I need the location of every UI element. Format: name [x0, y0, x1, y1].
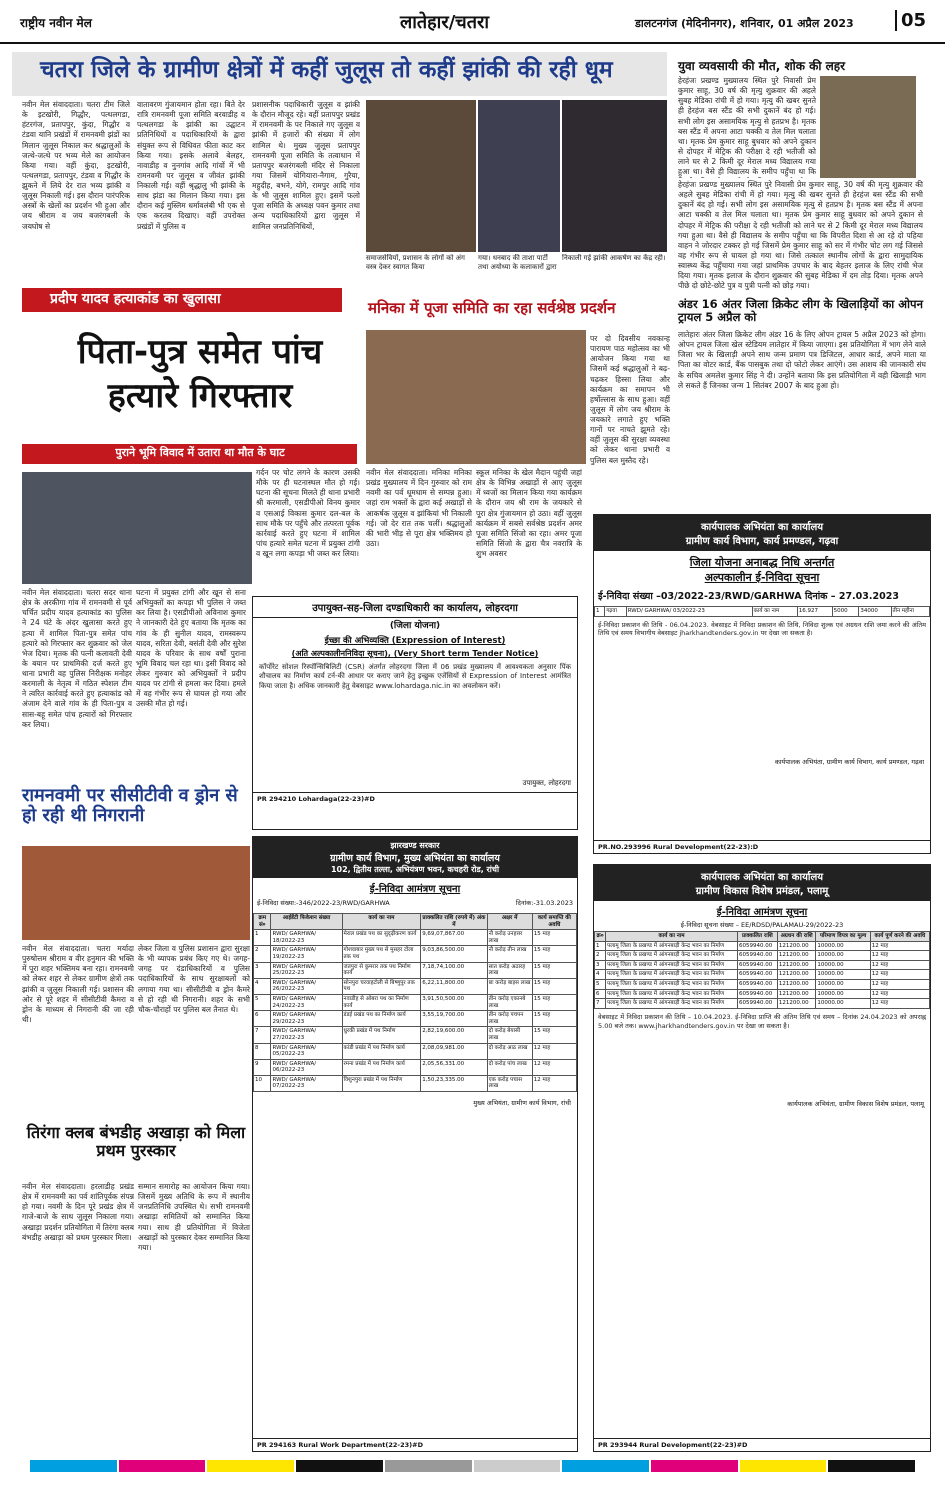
table-cell: 121200.00 [777, 999, 816, 1009]
youth-headline: युवा व्यवसायी की मौत, शोक की लहर [678, 59, 846, 73]
registration-swatch [651, 1460, 738, 1472]
table-cell: 1,50,23,335.00 [421, 1075, 487, 1091]
table-cell: 15 माह [532, 930, 576, 946]
table-cell: 10 [254, 1075, 271, 1091]
table-cell: 16.927 [797, 607, 832, 617]
table-cell: 15 माह [532, 978, 576, 994]
table-cell: सात करोड़ अठारह लाख [487, 962, 532, 978]
photo-caption-2: गया। धनबाद की ताशा पार्टी तथा अयोध्या के कलाकारों द्वारा [478, 254, 557, 272]
table-cell: 6059940.00 [737, 979, 777, 989]
table-row [254, 1059, 577, 1075]
table-cell: 12 माह [532, 1059, 576, 1075]
garhwa-title-1: कार्यपालक अभियंता का कार्यालय [700, 522, 824, 533]
table-cell: 121200.00 [777, 989, 816, 999]
table-row [254, 994, 577, 1010]
table-row [595, 989, 930, 999]
manika-col2: स्कूल मनिका के खेल मैदान पहुंची जहां क्षेत्र के विभिन्न अखाड़ों से आए जुलूस में ध्वजों का मिलान किया गया कार्यक्रम के दौरान जय श्री राम के जयकारे से पूरा क्षेत्र गुंजायमान हो उठा। वहीं जुलूस कार्यक्रम में सबसे सर्वश्रेष्ठ प्रदर्शन अमर पूजा समिति सिंजो का रहा। अमर पूजा समिति सिंजो के द्वारा चैत्र नवरात्रि के शुभ अवसर [476, 468, 582, 558]
table-cell: दो करोड़ बेयासी लाख [487, 1027, 532, 1043]
table-header-cell: अक्षर में [487, 914, 532, 930]
garhwa-sub-2: अल्पकालीन ई-निविदा सूचना [704, 571, 820, 584]
registration-swatch [119, 1460, 206, 1472]
club-col1: नवीन मेल संवाददाता। हरलाडीह प्रखंड क्षेत्र में रामनवमी का पर्व शांतिपूर्वक संपन्न हो गया। नवमी के दिन पूरे प्रखंड क्षेत्र में गाजे-बाजे के साथ जुलूस निकाला गया। अखाड़ा प्रदर्शन प्रतियोगिता में तिरंगा क्लब बंभडीह अखाड़ा को प्रथम पुरस्कार मिला। [22, 1182, 134, 1242]
garhwa-header [594, 515, 930, 551]
table-cell: 7 [595, 999, 606, 1009]
table-cell: 10000.00 [816, 970, 870, 980]
table-cell: 3 [254, 962, 271, 978]
garhwa-table [594, 606, 930, 617]
murder-headline-2: हत्यारे गिरफ्तार [107, 376, 293, 416]
table-header-cell: प्राक्कलित राशि (रुपये में) अंक में [421, 914, 487, 930]
lohardaga-footer: PR 294210 Lohardaga(22-23)#D [253, 792, 577, 805]
table-cell: 10000.00 [816, 960, 870, 970]
registration-swatch [30, 1460, 117, 1472]
color-registration-strip [30, 1460, 915, 1472]
table-cell: कांडी प्रखंड में पथ निर्माण कार्य [342, 1043, 421, 1059]
table-row [254, 1043, 577, 1059]
table-cell: RWD/ GARHWA/ 24/2022-23 [271, 994, 342, 1010]
table-header-cell: अग्रधन की राशि [777, 932, 816, 942]
table-cell: 6059940.00 [737, 951, 777, 961]
table-cell: मेराल प्रखंड पथ का सुदृढ़ीकरण कार्य [342, 930, 421, 946]
table-cell: 34000 [859, 607, 891, 617]
murder-headline-1: पिता-पुत्र समेत पांच [77, 332, 323, 372]
table-cell: RWD/ GARHWA/ 07/2022-23 [271, 1075, 342, 1091]
table-cell: जतपुरा से कुमरार तक पथ निर्माण कार्य [342, 962, 421, 978]
table-cell: 5000 [832, 607, 859, 617]
table-cell: RWD/ GARHWA/ 03/2022-23 [626, 607, 752, 617]
table-cell: 15 माह [532, 1027, 576, 1043]
lohardaga-title-2: (जिला योजना) [389, 621, 441, 631]
palamu-footer: PR 293944 Rural Development(22-23)#D [594, 1438, 930, 1451]
ranchi-table [253, 913, 577, 1092]
table-header-cell: कार्य का नाम [342, 914, 421, 930]
registration-swatch [207, 1460, 294, 1472]
table-row [254, 1075, 577, 1091]
table-cell: 3 [595, 960, 606, 970]
table-cell: 15 माह [532, 946, 576, 962]
edition-line: डालटनगंज (मेदिनीनगर), शनिवार, 01 अप्रैल 2023 [635, 17, 854, 30]
table-row [595, 970, 930, 980]
table-cell: पलामू जिला के प्रखण्ड में आंगनबाड़ी केन्द्र भवन का निर्माण [606, 979, 738, 989]
garhwa-sub-1: जिला योजना अनाबद्ध निधि अन्तर्गत [689, 556, 835, 569]
palamu-ref: ई-निविदा सूचना संख्या – EE/RDSD/PALAMAU-29/2022-23 [680, 921, 844, 929]
table-row [595, 979, 930, 989]
table-row [595, 999, 930, 1009]
photo-caption-1: समाजसेवियों, प्रशासन के लोगों को अंग वस्त्र देकर स्वागत किया [366, 254, 465, 272]
table-cell: रमना प्रखंड में पथ निर्माण कार्य [342, 1059, 421, 1075]
table-cell: 6059940.00 [737, 970, 777, 980]
ramnavami-col2: लेकर जिला व पुलिस प्रशासन द्वारा सुरक्षा के भी व्यापक प्रबंध किए गए थे। जगह-जगह पर दंडाधिकारियों व पुलिस पदाधिकारियों के साथ सुरक्षाबलों को लगाया गया था। सीसीटीवी व ड्रोन कैमरे से हो रही थी निगरानी। शहर के सभी चौक-चौराहों पर पुलिस बल तैनात थे। [138, 944, 250, 1014]
table-cell: विशुनपुरा प्रखंड में पथ निर्माण [342, 1075, 421, 1091]
table-cell: 15 माह [532, 962, 576, 978]
ranchi-notice: ई-निविदा आमंत्रण सूचना [369, 884, 461, 895]
table-cell: 4 [254, 978, 271, 994]
ramnavami-headline: रामनवमी पर सीसीटीवी व ड्रोन से हो रही थी निगरानी [22, 785, 238, 826]
table-cell: एक करोड़ पचास लाख [487, 1075, 532, 1091]
table-row [254, 930, 577, 946]
table-cell: RWD/ GARHWA/ 25/2022-23 [271, 962, 342, 978]
table-cell: पलामू जिला के प्रखण्ड में आंगनबाड़ी केन्द्र भवन का निर्माण [606, 970, 738, 980]
table-cell: 6 [595, 989, 606, 999]
tender-ranchi [252, 836, 578, 1452]
table-row [254, 1027, 577, 1043]
table-row [254, 1011, 577, 1027]
table-cell: 5 [254, 994, 271, 1010]
table-cell: 12 माह [532, 1075, 576, 1091]
table-cell: 1 [254, 930, 271, 946]
chatra-col2: वातावरण गुंजायमान होता रहा। बिते देर रात्रि रामनवमी पूजा समिति बरवाडीह व पत्थलगडा के झांकी का उद्घाटन प्रतिनिधियों व पदाधिकारियों के द्वारा संयुक्त रूप से विधिवत फीता काट कर किया गया। इसके अलावे बेलहर, नावाडीह व नुनगांव आदि गांवों में भी रामनवमी पर जुलूस व जीवंत झांकी निकाली गई। वहीं श्रृद्धालु भी झांकी के साथ झंडा का मिलान किया गया। इस दौरान कई मुस्लिम धर्मावलंबी भी एक से एक करतब दिखाए। वहीं उपरोक्त प्रखंडों में पुलिस व [137, 100, 245, 231]
manika-headline: मनिका में पूजा समिति का रहा सर्वश्रेष्ठ प्रदर्शन [368, 299, 616, 317]
registration-swatch [474, 1460, 561, 1472]
table-cell: 6059940.00 [737, 999, 777, 1009]
registration-swatch [828, 1460, 915, 1472]
table-cell: 6059940.00 [737, 941, 777, 951]
table-cell: 12 माह [870, 951, 929, 961]
table-cell: कार्य का नाम [752, 607, 797, 617]
table-header-cell: प्राक्कलित राशि [737, 932, 777, 942]
garhwa-title-2: ग्रामीण कार्य विभाग, कार्य प्रमण्डल, गढ़वा [685, 536, 839, 547]
table-cell: पलामू जिला के प्रखण्ड में आंगनबाड़ी केन्द्र भवन का निर्माण [606, 960, 738, 970]
ranchi-ref: ई-निविदा संख्या:-346/2022-23/RWD/GARHWA [257, 899, 390, 907]
table-cell: दो करोड़ पांच लाख [487, 1059, 532, 1075]
table-cell: 9 [254, 1059, 271, 1075]
manika-col3: पर दो दिवसीय नवकान्ह पारायण पाठ महोत्सव का भी आयोजन किया गया था जिसमें कई श्रद्धालुओं ने बढ़-चढ़कर हिस्सा लिया और कार्यक्रम का समापन भी हर्षोल्लास के साथ हुआ। वहीं जुलूस में लोग जय श्रीराम के जयकारे लगाते हुए भक्ति गानों पर नाचते झूमते रहे। वहीं जुलूस की सुरक्षा व्यवस्था को लेकर थाना प्रभारी व पुलिस बल मुस्तैद रहे। [590, 334, 670, 465]
garhwa-body: ई-निविदा प्रकाशन की तिथि - 06.04.2023. वेबसाइट में निविदा प्रकाशन की तिथि, निविदा शुल्क एवं अग्रधन राशि जमा करने की अंतिम तिथि एवं समय विभागीय वेबसाइट jharkhandtenders.gov.in पर देखा जा सकता है। [598, 620, 926, 638]
table-cell: 6 [254, 1011, 271, 1027]
table-cell: 10000.00 [816, 941, 870, 951]
table-cell: तीन करोड़ एकानबे लाख [487, 994, 532, 1010]
table-row [595, 960, 930, 970]
table-cell: पलामू जिला के प्रखण्ड में आंगनबाड़ी केन्द्र भवन का निर्माण [606, 941, 738, 951]
procession-photo-3 [562, 100, 667, 252]
table-cell: RWD/ GARHWA/ 26/2022-23 [271, 978, 342, 994]
table-cell: पलामू जिला के प्रखण्ड में आंगनबाड़ी केन्द्र भवन का निर्माण [606, 989, 738, 999]
table-cell: 12 माह [870, 970, 929, 980]
section-title: लातेहार/चतरा [400, 12, 489, 33]
murder-subhead: पुराने भूमि विवाद में उतारा था मौत के घाट [115, 446, 285, 459]
manika-col1: नवीन मेल संवाददाता। मनिका मनिका प्रखंड मुख्यालय में दिन गुरुवार को राम नवमी का पर्व धूमधाम से सम्पन्न हुआ। जहां राम भक्तों के द्वारा कई अखाड़ों से आकर्षक जुलूस व झांकियां भी निकाली गई। जो देर रात तक चलीं। श्रद्धालुओं की भारी भीड़ से पूरा क्षेत्र भक्तिमय हो उठा। [366, 468, 472, 548]
ramnavami-col1: नवीन मेल संवाददाता। चतरा मर्यादा पुरुषोत्तम श्रीराम व वीर हनुमान की भक्ति में पूरा शहर भक्तिमय बना रहा। रामनवमी को लेकर शहर से लेकर ग्रामीण क्षेत्रों तक झांकी व जुलूस निकाली गई। प्रशासन की ओर से पूरे शहर में सीसीटीवी कैमरा व ड्रोन के माध्यम से निगरानी की जा रही थी। [22, 944, 134, 1024]
table-header-cell: कार्य पूर्ण करने की अवधि [870, 932, 929, 942]
table-cell: नौ करोड़ तीन लाख [487, 946, 532, 962]
cricket-body: लातेहारः अंतर जिला क्रिकेट लीग अंडर 16 के लिए ओपन ट्रायल 5 अप्रैल 2023 को होगा। ओपन ट्रायल जिला खेल स्टेडियम लातेहार में किया जाएगा। इस प्रतियोगिता में भाग लेने वाले जिला भर के खिलाड़ी अपने साथ जन्म प्रमाण पत्र डिजिटल, आधार कार्ड, अपने माता या पिता का वोटर कार्ड, बैंक पासबुक तथा दो फोटो लेकर आएंगे। उस आशय की जानकारी संघ के सचिव अमलेश कुमार सिंह ने दी। उन्होंने बताया कि इस प्रतियोगिता में वही खिलाड़ी भाग ले सकते हैं जिनका जन्म 1 सितंबर 2007 के बाद हुआ हो। [678, 330, 926, 390]
table-cell: 121200.00 [777, 979, 816, 989]
table-cell: 10000.00 [816, 979, 870, 989]
table-cell: 5 [595, 979, 606, 989]
table-cell: 15 माह [532, 994, 576, 1010]
table-cell: 10000.00 [816, 951, 870, 961]
garhwa-sign: कार्यपालक अभियंता, ग्रामीण कार्य विभाग, कार्य प्रमण्डल, गढ़वा [774, 757, 924, 766]
club-col2: सम्मान समारोह का आयोजन किया गया। जिसमें मुख्य अतिथि के रूप में स्थानीय जनप्रतिनिधि उपस्थित थे। सभी रामनवमी अखाड़ा समितियों को सम्मानित किया गया। साथ ही प्रतियोगिता में विजेता अखाड़ों को पुरस्कार देकर सम्मानित किया गया। [138, 1182, 250, 1252]
lohardaga-sign: उपायुक्त, लोहरदगा [522, 779, 571, 787]
manika-photo [366, 330, 586, 464]
procession-photo-2 [478, 100, 560, 252]
table-cell: 121200.00 [777, 941, 816, 951]
table-row [595, 941, 930, 951]
palamu-notice: ई-निविदा आमंत्रण सूचना [716, 907, 808, 918]
table-row [254, 978, 577, 994]
ramnavami-photo [22, 846, 250, 940]
table-cell: 7 [254, 1027, 271, 1043]
table-cell: 2,82,19,600.00 [421, 1027, 487, 1043]
procession-photo-1 [366, 100, 476, 252]
table-cell: तीन महीना [891, 607, 930, 617]
lohardaga-body: कॉर्पोरेट सोशल रिस्पॉन्सिबिलिटी (CSR) अंतर्गत लोहरदगा जिला में 06 प्रखंड मुख्यालय में आवश्यकता अनुसार पिंक शौचालय का निर्माण कार्य टर्न-की आधार पर कराए जाने हेतु इच्छुक एजेंसियों से Expression of Interest आमंत्रित किया जाता है। अधिक जानकारी हेतु वेबसाइट www.lohardaga.nic.in का अवलोकन करें। [259, 663, 571, 690]
table-cell: 12 माह [870, 999, 929, 1009]
table-cell: गोशवाबार मुख्य पथ से मुसहर टोला तक पथ [342, 946, 421, 962]
table-cell: तीन करोड़ पचपन लाख [487, 1011, 532, 1027]
table-cell: 2 [595, 951, 606, 961]
tender-palamu [593, 864, 931, 1452]
table-cell: छः करोड़ बाइस लाख [487, 978, 532, 994]
cricket-headline: अंडर 16 अंतर जिला क्रिकेट लीग के खिलाड़ियों का ओपन ट्रायल 5 अप्रैल को [678, 297, 923, 324]
table-cell: RWD/ GARHWA/ 19/2022-23 [271, 946, 342, 962]
ranchi-sign: मुख्य अभियंता, ग्रामीण कार्य विभाग, रांची [473, 1099, 571, 1108]
table-cell: 6,22,11,800.00 [421, 978, 487, 994]
table-cell: 12 माह [870, 960, 929, 970]
chatra-col1: नवीन मेल संवाददाता। चतरा टीम जिले के इटखोरी, गिद्धौर, पत्थलगडा, हंटरगंज, प्रतापपुर, कुंदा, गिद्धौर व टंडवा यानि प्रखंडों में रामनवमी झंडों का मिलान जुलूस निकाल कर श्रद्धालुओं के जत्थे-जत्थे पर भव्य मेले का आयोजन किया गया। वहीं कुंदा, इटखोरी, पत्थलगडा, प्रतापपुर, टंडवा व गिद्धौर के झुकने में लिये देर रात भव्य झांकी व जुलूस निकाली गई। इस दौरान पारंपरिक अस्त्रों के खेलों का प्रदर्शन भी हुआ और जय श्रीराम व जय बजरंगबली के जयघोष से [22, 100, 130, 231]
table-cell: RWD/ GARHWA/ 29/2022-23 [271, 1011, 342, 1027]
chatra-headline: चतरा जिले के ग्रामीण क्षेत्रों में कहीं जुलूस तो कहीं झांकी की रही धूम [40, 57, 613, 83]
table-cell: 3,91,50,500.00 [421, 994, 487, 1010]
club-headline: तिरंगा क्लब बंभडीह अखाड़ा को मिला प्रथम पुरस्कार [26, 1123, 246, 1160]
murder-kicker: प्रदीप यादव हत्याकांड का खुलासा [50, 291, 221, 307]
ranchi-date: दिनांक:-31.03.2023 [515, 899, 573, 907]
ranchi-title-2: ग्रामीण कार्य विभाग, मुख्य अभियंता का कार्यालय [330, 853, 500, 864]
palamu-table [594, 931, 930, 1009]
table-cell: 7,18,74,100.00 [421, 962, 487, 978]
table-cell: 1 [595, 607, 605, 617]
photo-caption-3: निकाली गई झांकी आकर्षण का केंद्र रही। [562, 254, 666, 262]
table-cell: 10000.00 [816, 999, 870, 1009]
youth-body: हेरहंजः प्रखण्ड मुख्यालय स्थित पुरे निवासी प्रेम कुमार साहू, 30 वर्ष की मृत्यु शुक्रवार की अहले सुबह मेडिका रांची में हो गया। मृत्यु की खबर सुनते ही हेरहंज बस स्टैंड की सभी दुकानें बंद हो गई। सभी लोग इस असामयिक मृत्यु से हतप्रभ है। मृतक बस स्टैंड में अपना आटा चक्की व तेल मिल चलाता था। मृतक प्रेम कुमार साहू बुधवार को अपने दुकान से दोपहर में मेट्रिक की परीक्षा दे रही भतीजी को लाने घर से 2 किमी दूर मेराल मध्य विद्यालय गया हुआ था। वैसे ही विद्यालय के समीप पहुँचा था कि विपरीत दिशा से आ रहे दो पहिया वाहन ने जोरदार टक्कर हो गई जिसमें प्रेम कुमार साहू को सर में गंभीर चोट लग गई जिससे वह गंभीर रूप से घायल हो गया था। जिसे तत्काल स्थानीय लोगों के द्वारा सामुदायिक स्वास्थ्य केंद्र पहुँचाया गया जहां प्राथमिक उपचार के बाद बेहतर इलाज के लिए रांची भेज दिया गया। मृतक इलाज के दौरान शुक्रवार की सुबह मेडिका में दम तोड़ दिया। मृतक अपने पीछे दो छोटे-छोटे पुत्र व पुत्री पत्नी को छोड़ गया। [678, 180, 923, 291]
table-cell: 12 माह [532, 1043, 576, 1059]
tender-garhwa [593, 514, 931, 854]
murder-col2: घटना में प्रयुक्त टांगी और खून से सना अभियुक्तों का कपड़ा भी पुलिस ने जब्त कर लिया है। एसडीपीओ अविनाश कुमार ने जानकारी देते हुए बताया कि मृतक का गांव के ही सुनील यादव, रामस्वरूप यादव, सरिता देवी, बसंती देवी और सुरेश यादव के परिवार के साथ वर्षों पुराना भूमि विवाद चल रहा था। इसी विवाद को लेकर गुरुवार को अभियुक्तों ने प्रदीप यादव पर टांगी से हमला कर दिया। हमले में वह गंभीर रूप से घायल हो गया और उसकी मौत हो गई। [136, 588, 246, 709]
table-cell: 9,69,07,867.00 [421, 930, 487, 946]
table-header-cell: कार्य समाप्ति की अवधि [532, 914, 576, 930]
table-cell: डंडई प्रखंड पथ का निर्माण कार्य [342, 1011, 421, 1027]
paper-name: राष्ट्रीय नवीन मेल [20, 16, 92, 30]
table-cell: RWD/ GARHWA/ 05/2022-23 [271, 1043, 342, 1059]
table-cell: 12 माह [870, 979, 929, 989]
table-header-cell: कार्य का नाम [606, 932, 738, 942]
table-cell: 1 [595, 941, 606, 951]
ranchi-title-3: 102, द्वितीय तल्ला, अभियंत्रण भवन, कचहरी रोड, रांची [330, 865, 500, 874]
table-cell: RWD/ GARHWA/ 27/2022-23 [271, 1027, 342, 1043]
table-cell: 2,05,56,331.00 [421, 1059, 487, 1075]
table-cell: 4 [595, 970, 606, 980]
table-cell: 3,55,19,700.00 [421, 1011, 487, 1027]
palamu-title-2: ग्रामीण विकास विशेष प्रमंडल, पलामू [695, 886, 829, 897]
table-cell: 10000.00 [816, 989, 870, 999]
tender-lohardaga [252, 596, 578, 830]
table-cell: नवाडीह से ओबरा पथ का निर्माण कार्य [342, 994, 421, 1010]
palamu-header [594, 865, 930, 901]
garhwa-footer: PR.NO.293996 Rural Development(22-23):D [594, 840, 930, 853]
table-cell: 6059940.00 [737, 960, 777, 970]
garhwa-ref: ई-निविदा संख्या –03/2022-23/RWD/GARHWA दिनांक – 27.03.2023 [598, 591, 899, 602]
registration-swatch [296, 1460, 383, 1472]
youth-body-top: हेरहंजः प्रखण्ड मुख्यालय स्थित पुरे निवासी प्रेम कुमार साहू, 30 वर्ष की मृत्यु शुक्रवार की अहले सुबह मेडिका रांची में हो गया। मृत्यु की खबर सुनते ही हेरहंज बस स्टैंड की सभी दुकानें बंद हो गई। सभी लोग इस असामयिक मृत्यु से हतप्रभ है। मृतक बस स्टैंड में अपना आटा चक्की व तेल मिल चलाता था। मृतक प्रेम कुमार साहू बुधवार को अपने दुकान से दोपहर में मेट्रिक की परीक्षा दे रही भतीजी को लाने घर से 2 किमी दूर मेराल मध्य विद्यालय गया हुआ था। वैसे ही विद्यालय के समीप पहुँचा था कि [678, 76, 816, 177]
arrest-photo [22, 472, 252, 584]
table-header-cell: परिमाण विपत्र का मूल्य [816, 932, 870, 942]
ranchi-header [253, 837, 577, 878]
table-cell: 12 माह [870, 989, 929, 999]
table-header-cell: आईडेंटी फिकेशन संख्या [271, 914, 342, 930]
table-header-cell: क्र० [595, 932, 606, 942]
table-cell: 121200.00 [777, 970, 816, 980]
registration-swatch [562, 1460, 649, 1472]
table-cell: 15 माह [532, 1011, 576, 1027]
table-row [254, 962, 577, 978]
table-cell: 6059940.00 [737, 989, 777, 999]
registration-swatch [740, 1460, 827, 1472]
table-cell: पलामू जिला के प्रखण्ड में आंगनबाड़ी केन्द्र भवन का निर्माण [606, 951, 738, 961]
palamu-body: वेबसाइट में निविदा प्रकाशन की तिथि – 10.04.2023. ई-निविदा प्राप्ति की अंतिम तिथि एवं समय – दिनांक 24.04.2023 को अपराह्न 5.00 बजे तक। www.jharkhandtenders.gov.in पर देखा जा सकता है। [598, 1012, 926, 1030]
table-header-cell: क्रम सं० [254, 914, 271, 930]
table-cell: सोनपुरा चरवाहटोली से बिष्णुपुर तक पथ [342, 978, 421, 994]
ranchi-footer: PR 294163 Rural Work Department(22-23)#D [253, 1438, 577, 1451]
table-cell: 2,08,09,981.00 [421, 1043, 487, 1059]
lohardaga-title: उपायुक्त-सह-जिला दण्डाधिकारी का कार्यालय, लोहरदगा [253, 597, 577, 618]
murder-col1: नवीन मेल संवाददाता। चतरा सदर थाना क्षेत्र के अरकीगा गांव में रामनवमी से पूर्व चर्चित प्रदीप यादव हत्याकांड का पुलिस ने 24 घंटे के अंदर खुलासा करते हुए हत्या में शामिल पिता-पुत्र समेत पांच हत्यारे को गिरफ्तार कर शुक्रवार को जेल भेज दिया। मृतक की पत्नी कलावती देवी के बयान पर प्राथमिकी दर्ज करते हुए थाना प्रभारी वह पुलिस निरीक्षक मनोहर करमाली के नेतृत्व में गठित स्पेशल टीम ने त्वरित कार्रवाई करते हुए हत्याकांड को अंजाम देने वाले गांव के ही पिता-पुत्र व सास-बहू समेत पांच हत्यारों को गिरफ्तार कर लिया। [22, 588, 132, 729]
table-row [254, 946, 577, 962]
table-cell: पलामू जिला के प्रखण्ड में आंगनबाड़ी केन्द्र भवन का निर्माण [606, 999, 738, 1009]
palamu-sign: कार्यपालक अभियंता, ग्रामीण विकास विशेष प्रमंडल, पलामू [787, 1099, 924, 1108]
chatra-col3: प्रशासनीक पदाधिकारी जुलूस व झांकी के दौरान मौजूद रहे। वहीं प्रतापपुर प्रखंड में रामनवमी के पर निकाले गए जुलूस व झांकी में हजारों की संख्या में लोग शामिल थे। मुख्य जुलूस प्रतापपुर रामनवमी पूजा समिति के तत्वाधान में प्रतापपुर बजरंगबली मंदिर से निकाला गया जिसमें योगियारा-नैगाम, गुरैया, महुदीह, बभने, योगे, रामपुर आदि गांव के भी जुलूस शामिल हुए। इसमें फलो पूजा समिति के अध्यक्ष पवन कुमार तथा अन्य पदाधिकारियों द्वारा जुलूस में शामिल जनप्रतिनिधियों, [252, 100, 360, 231]
page-number: 05 [895, 10, 925, 31]
table-cell: 9,03,86,500.00 [421, 946, 487, 962]
table-cell: 2 [254, 946, 271, 962]
lohardaga-subtitle: ईच्छा की अभिव्यक्ति (Expression of Interest) [324, 636, 506, 646]
table-cell: गढ़वा [605, 607, 626, 617]
table-cell: नौ करोड़ उनहत्तर लाख [487, 930, 532, 946]
table-cell: 121200.00 [777, 951, 816, 961]
registration-swatch [385, 1460, 472, 1472]
table-row [595, 951, 930, 961]
table-cell: RWD/ GARHWA/ 18/2022-23 [271, 930, 342, 946]
ranchi-title-1: झारखण्ड सरकार [390, 841, 440, 850]
table-cell: दो करोड़ आठ लाख [487, 1043, 532, 1059]
palamu-title-1: कार्यपालक अभियंता का कार्यालय [700, 872, 824, 883]
table-cell: RWD/ GARHWA/ 06/2022-23 [271, 1059, 342, 1075]
lohardaga-subtitle-2: (अति अल्पकालीननिविदा सूचना), (Very Short term Tender Notice) [291, 649, 539, 658]
table-cell: 12 माह [870, 941, 929, 951]
youth-portrait [820, 76, 916, 178]
table-cell: धुरकी प्रखंड में पथ निर्माण [342, 1027, 421, 1043]
table-cell: 121200.00 [777, 960, 816, 970]
table-cell: 8 [254, 1043, 271, 1059]
murder-col-top: गर्दन पर चोट लगने के कारण उसकी मौके पर ही घटनास्थल मौत हो गई। घटना की सूचना मिलते ही थाना प्रभारी श्री करमाली, एसडीपीओ विनय कुमार व एसआई विकास कुमार दल-बल के साथ मौके पर पहुँचे और तत्परता पूर्वक कार्रवाई करते हुए घटना में शामिल पांच हत्यारे समेत घटना में प्रयुक्त टांगी व खून लगा कपड़ा भी जब्त कर लिया। [256, 468, 360, 558]
